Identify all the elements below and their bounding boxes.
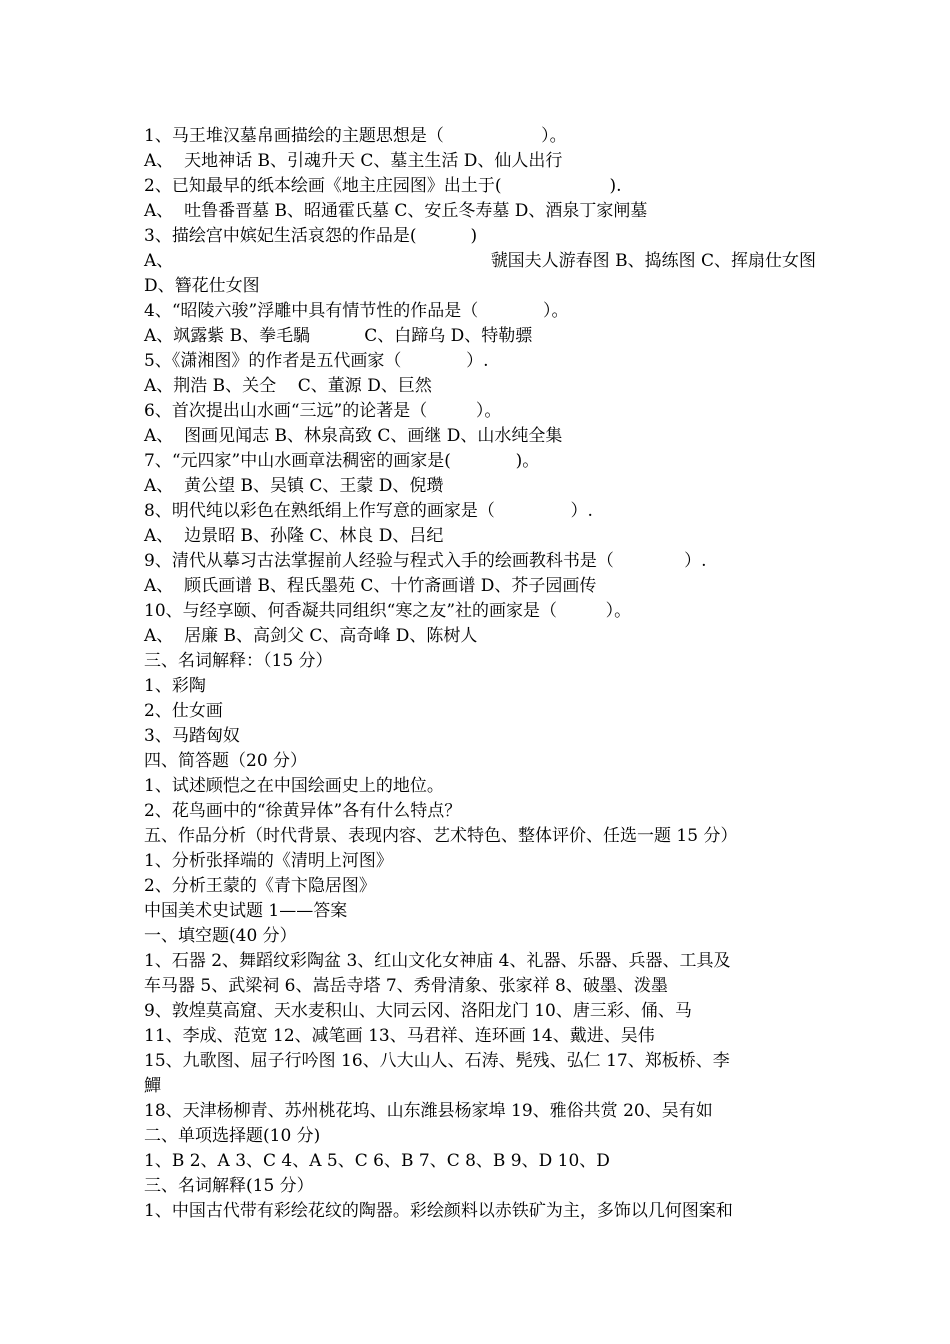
text-line: A、 图画见闻志 B、林泉高致 C、画继 D、山水纯全集 [144,426,563,446]
text-line-justified [144,249,816,274]
text-line: 车马器 5、武梁祠 6、嵩岳寺塔 7、秀骨清象、张家祥 8、破墨、泼墨 [144,976,668,996]
text-line: 1、彩陶 [144,676,206,696]
text-line: 1、马王堆汉墓帛画描绘的主题思想是（ ）。 [144,126,567,146]
text-line: 五、作品分析（时代背景、表现内容、艺术特色、整体评价、任选一题 15 分） [144,826,738,846]
option-text: 虢国夫人游春图 B、捣练图 C、挥扇仕女图 [490,251,816,271]
text-line: 3、马踏匈奴 [144,726,240,746]
text-line: 1、石器 2、舞蹈纹彩陶盆 3、红山文化女神庙 4、礼器、乐器、兵器、工具及 [144,951,731,971]
text-line: 2、花鸟画中的“徐黄异体”各有什么特点？ [144,801,462,821]
text-line: 6、首次提出山水画“三远”的论著是（ ）。 [144,401,502,421]
text-line: 10、与经享颐、何香凝共同组织“寒之友”社的画家是（ ）。 [144,601,632,621]
text-line: D、簪花仕女图 [144,276,260,296]
text-line: 1、试述顾恺之在中国绘画史上的地位。 [144,776,444,796]
text-line: A、 边景昭 B、孙隆 C、林良 D、吕纪 [144,526,444,546]
text-line: 1、中国古代带有彩绘花纹的陶器。彩绘颜料以赤铁矿为主，多饰以几何图案和 [144,1201,733,1221]
text-line: 3、描绘宫中嫔妃生活哀怨的作品是( ) [144,226,478,246]
text-line: 7、“元四家”中山水画章法稠密的画家是( )。 [144,451,540,471]
text-line: 4、“昭陵六骏”浮雕中具有情节性的作品是（ ）。 [144,301,569,321]
text-line: 1、B 2、A 3、C 4、A 5、C 6、B 7、C 8、B 9、D 10、D [144,1151,610,1171]
text-line: 1、分析张择端的《清明上河图》 [144,851,393,871]
text-line: 二、单项选择题(10 分) [144,1126,321,1146]
text-line: 中国美术史试题 1——答案 [144,901,348,921]
text-line: 18、天津杨柳青、苏州桃花坞、山东潍县杨家埠 19、雅俗共赏 20、吴有如 [144,1101,713,1121]
text-line: A、飒露紫 B、拳毛騧 C、白蹄乌 D、特勒骠 [144,326,533,346]
text-line: 8、明代纯以彩色在熟纸绢上作写意的画家是（ ）. [144,501,593,521]
text-line: 9、敦煌莫高窟、天水麦积山、大同云冈、洛阳龙门 10、唐三彩、俑、马 [144,1001,692,1021]
document-page [144,124,816,1224]
text-line: 鱓 [144,1076,161,1096]
text-line: 一、填空题(40 分） [144,926,297,946]
text-line: 2、仕女画 [144,701,223,721]
text-line: A、 天地神话 B、引魂升天 C、墓主生活 D、仙人出行 [144,151,563,171]
text-line: 11、李成、范宽 12、减笔画 13、马君祥、连环画 14、戴进、吴伟 [144,1026,655,1046]
text-line: 三、名词解释：（15 分） [144,651,333,671]
text-line: A、 顾氏画谱 B、程氏墨苑 C、十竹斋画谱 D、芥子园画传 [144,576,597,596]
text-line: A、 居廉 B、高剑父 C、高奇峰 D、陈树人 [144,626,478,646]
text-line: 5、《潇湘图》的作者是五代画家（ ）. [144,351,489,371]
text-line: 2、已知最早的纸本绘画《地主庄园图》出土于( ). [144,176,622,196]
text-line: A、荆浩 B、关仝 C、董源 D、巨然 [144,376,432,396]
text-line: 三、名词解释(15 分） [144,1176,314,1196]
text-line: 9、清代从摹习古法掌握前人经验与程式入手的绘画教科书是（ ）. [144,551,707,571]
text-line: 15、九歌图、屈子行吟图 16、八大山人、石涛、髡残、弘仁 17、郑板桥、李 [144,1051,730,1071]
text-line: A、 黄公望 B、吴镇 C、王蒙 D、倪瓒 [144,476,444,496]
text-line: A、 吐鲁番晋墓 B、昭通霍氏墓 C、安丘冬寿墓 D、酒泉丁家闸墓 [144,201,648,221]
text-line: 四、简答题（20 分） [144,751,308,771]
text-line: 2、分析王蒙的《青卞隐居图》 [144,876,376,896]
option-label: A、 [144,251,174,271]
